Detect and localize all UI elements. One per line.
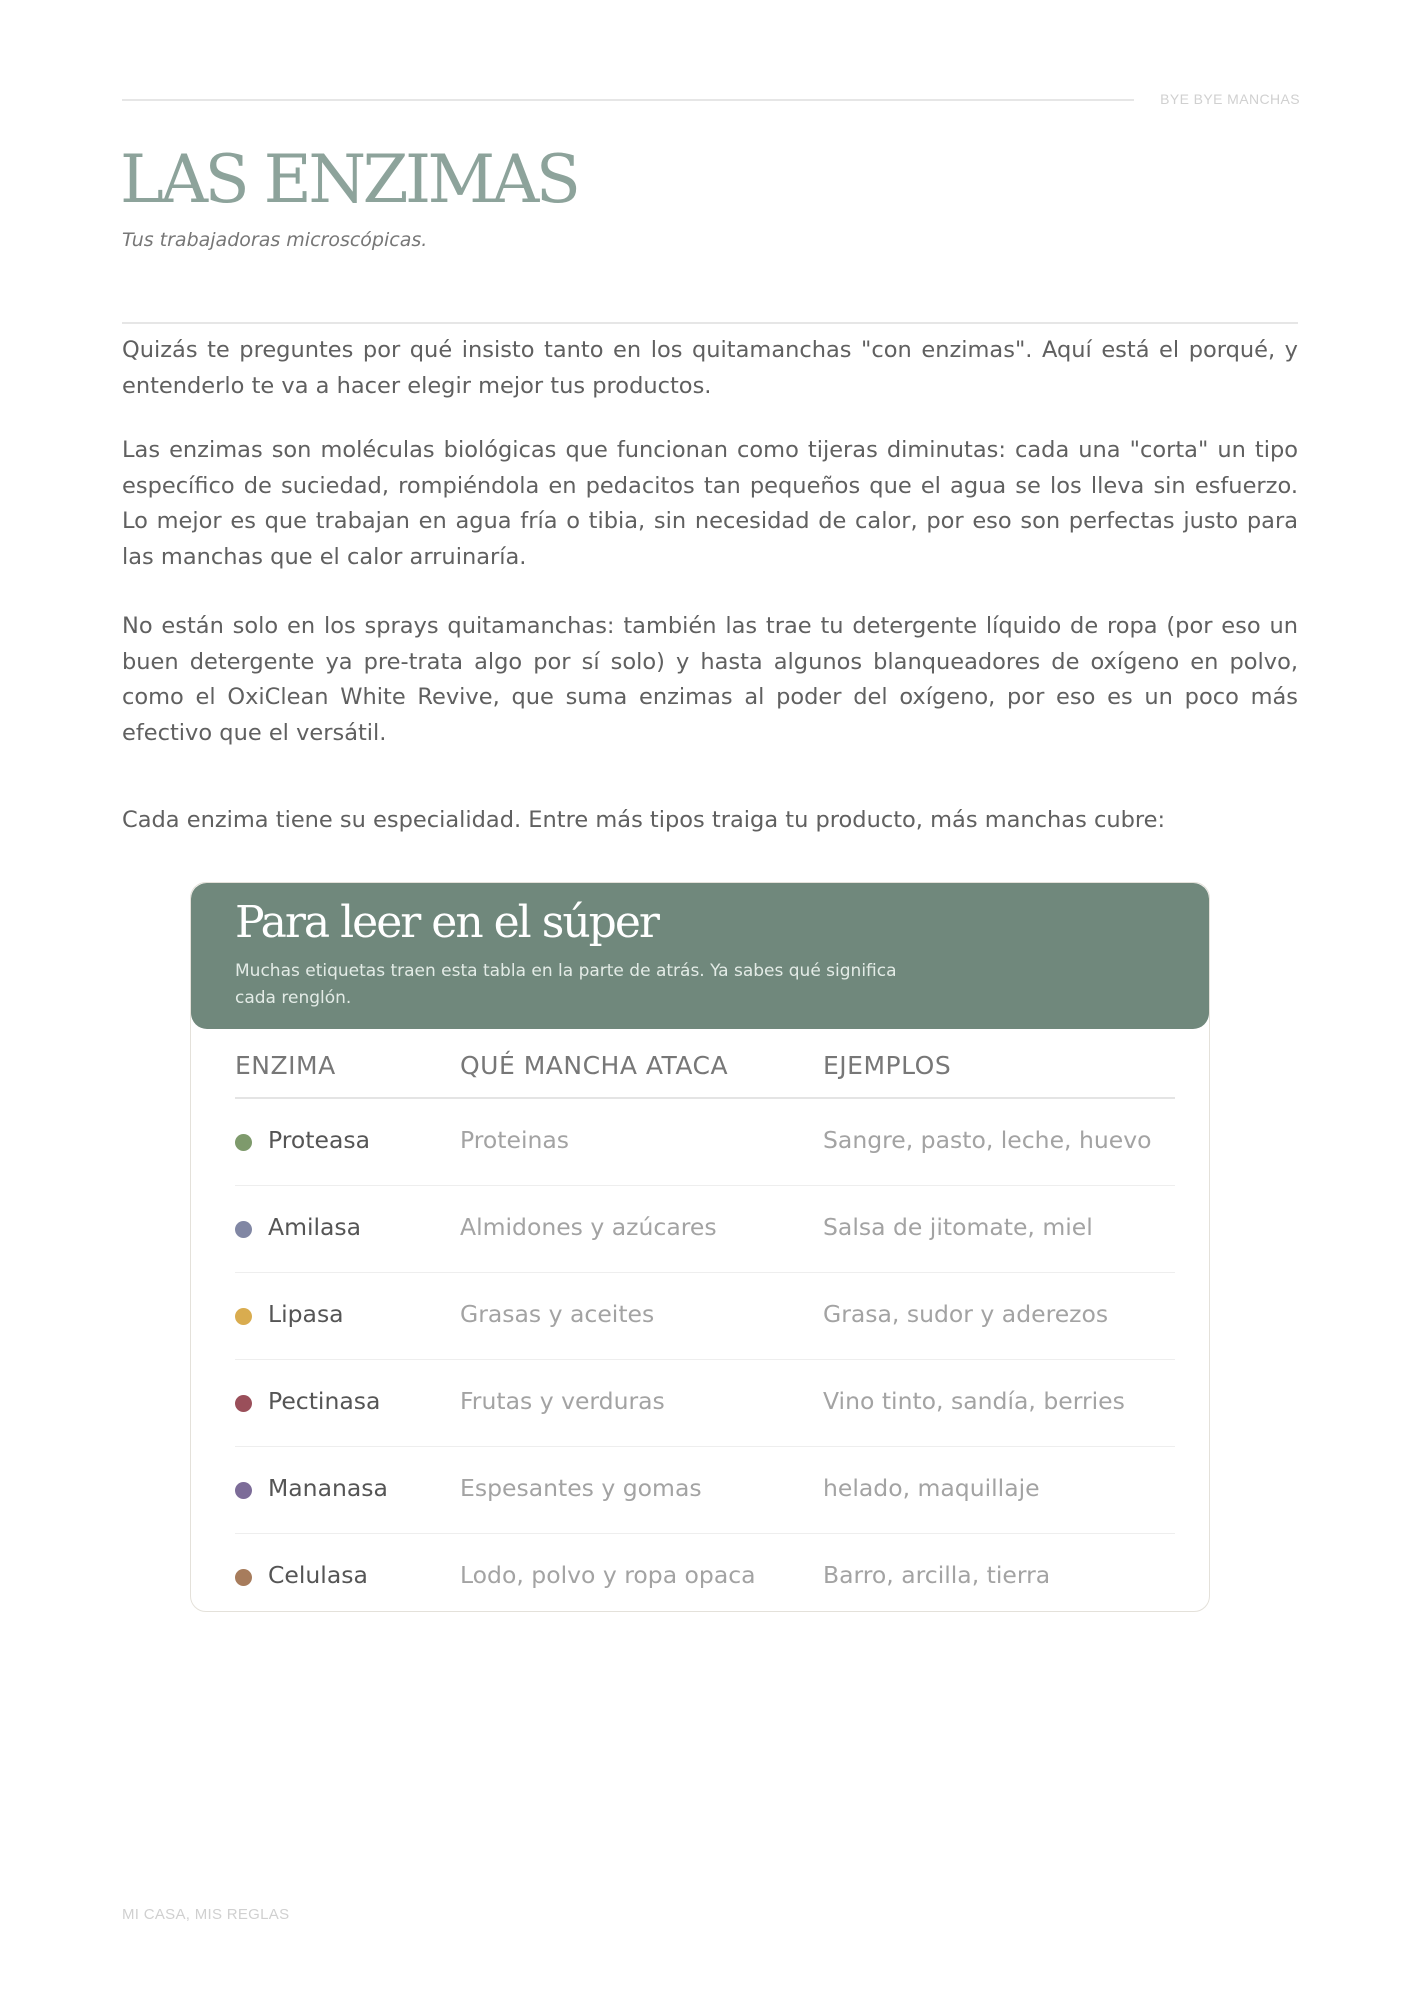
enzyme-target: Frutas y verduras bbox=[460, 1387, 665, 1415]
enzyme-table bbox=[235, 1029, 1175, 1612]
enzymes-explanation-paragraph: Las enzimas son moléculas biológicas que funcionan como tijeras diminutas: cada una "corta" un tipo específico de suciedad, rompiéndola en pedacitos tan pequeños que el agua se los lleva sin esfuerzo. Lo mejor es que trabajan en agua fría o tibia, sin necesidad de calor, por eso son perfectas justo para las manchas que el calor arruinaría. bbox=[122, 437, 1298, 570]
color-dot-icon bbox=[235, 1569, 252, 1586]
column-header-enzyme: ENZIMA bbox=[235, 1051, 336, 1080]
enzyme-examples: Barro, arcilla, tierra bbox=[823, 1561, 1051, 1589]
card-description: Muchas etiquetas traen esta tabla en la parte de atrás. Ya sabes qué significa cada renglón. bbox=[235, 961, 897, 1008]
enzyme-examples: Vino tinto, sandía, berries bbox=[823, 1387, 1125, 1415]
table-row bbox=[235, 1273, 1175, 1360]
table-header-row bbox=[235, 1029, 1175, 1099]
enzyme-name: Lipasa bbox=[268, 1300, 344, 1328]
color-dot-icon bbox=[235, 1134, 252, 1151]
section-divider bbox=[122, 322, 1298, 324]
enzyme-target: Almidones y azúcares bbox=[460, 1213, 717, 1241]
enzyme-target: Espesantes y gomas bbox=[460, 1474, 702, 1502]
enzyme-name: Amilasa bbox=[268, 1213, 362, 1241]
color-dot-icon bbox=[235, 1221, 252, 1238]
column-header-examples: EJEMPLOS bbox=[823, 1051, 952, 1080]
running-footer: MI CASA, MIS REGLAS bbox=[122, 1906, 290, 1923]
enzyme-examples: Salsa de jitomate, miel bbox=[823, 1213, 1093, 1241]
card-header bbox=[191, 883, 1209, 1029]
table-intro-paragraph: Cada enzima tiene su especialidad. Entre más tipos traiga tu producto, más manchas cubre: bbox=[122, 807, 1166, 833]
column-header-targets: QUÉ MANCHA ATACA bbox=[460, 1051, 729, 1080]
table-row bbox=[235, 1534, 1175, 1612]
enzyme-name: Pectinasa bbox=[268, 1387, 381, 1415]
card-title: Para leer en el súper bbox=[235, 897, 658, 948]
color-dot-icon bbox=[235, 1395, 252, 1412]
page-subtitle: Tus trabajadoras microscópicas. bbox=[122, 229, 428, 251]
table-row bbox=[235, 1099, 1175, 1186]
enzyme-table-card bbox=[190, 882, 1210, 1612]
color-dot-icon bbox=[235, 1308, 252, 1325]
header-rule bbox=[122, 99, 1134, 101]
enzyme-target: Proteinas bbox=[460, 1126, 570, 1154]
enzyme-examples: Sangre, pasto, leche, huevo bbox=[823, 1126, 1152, 1154]
enzyme-name: Mananasa bbox=[268, 1474, 388, 1502]
intro-paragraph: Quizás te preguntes por qué insisto tanto en los quitamanchas "con enzimas". Aquí está el porqué, y entenderlo te va a hacer elegir mejor tus productos. bbox=[122, 337, 1298, 399]
page-title: LAS ENZIMAS bbox=[120, 141, 578, 218]
table-row bbox=[235, 1360, 1175, 1447]
running-header: BYE BYE MANCHAS bbox=[1160, 91, 1300, 107]
table-row bbox=[235, 1186, 1175, 1273]
enzyme-target: Lodo, polvo y ropa opaca bbox=[460, 1561, 756, 1589]
enzyme-examples: Grasa, sudor y aderezos bbox=[823, 1300, 1109, 1328]
color-dot-icon bbox=[235, 1482, 252, 1499]
table-row bbox=[235, 1447, 1175, 1534]
enzyme-target: Grasas y aceites bbox=[460, 1300, 655, 1328]
products-paragraph: No están solo en los sprays quitamanchas: también las trae tu detergente líquido de ropa (por eso un buen detergente ya pre-trata algo por sí solo) y hasta algunos blanqueadores de oxígeno en polvo, como el OxiClean White Revive, que suma enzimas al poder del oxígeno, por eso es un poco más efectivo que el versátil. bbox=[122, 613, 1298, 746]
enzyme-name: Proteasa bbox=[268, 1126, 370, 1154]
enzyme-examples: helado, maquillaje bbox=[823, 1474, 1040, 1502]
enzyme-name: Celulasa bbox=[268, 1561, 368, 1589]
